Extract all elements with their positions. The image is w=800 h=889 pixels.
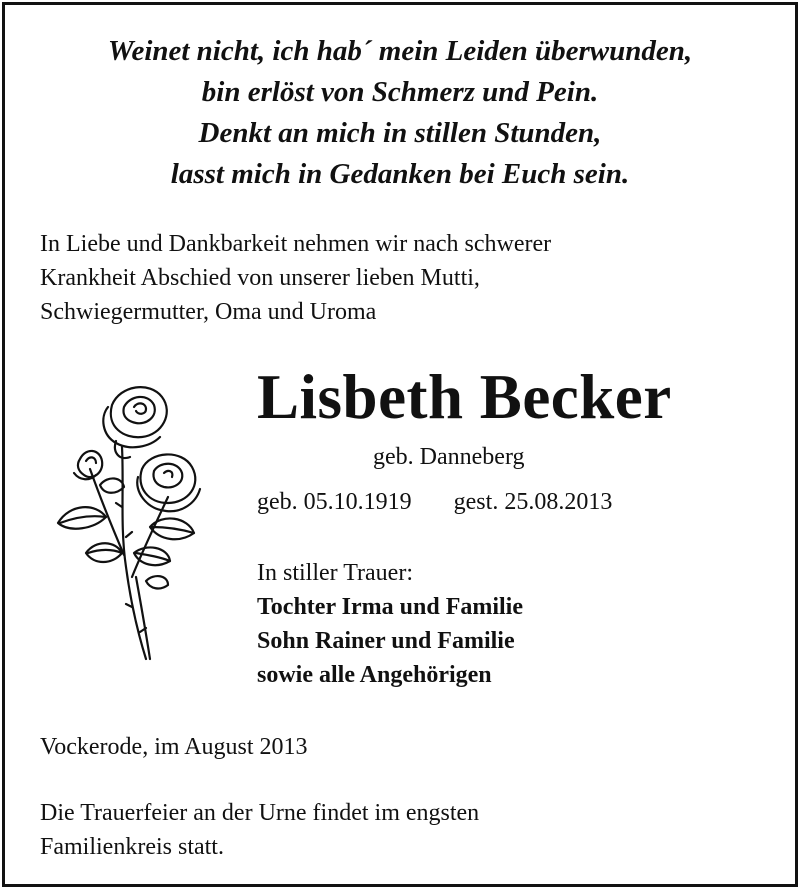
- poem: [5, 31, 795, 195]
- poem-line: lasst mich in Gedanken bei Euch sein.: [170, 158, 630, 190]
- deceased-name: Lisbeth Becker: [257, 362, 672, 432]
- mourner-line: sowie alle Angehörigen: [257, 662, 492, 688]
- mourner-line: Sohn Rainer und Familie: [257, 628, 515, 654]
- obituary-frame: [2, 2, 798, 887]
- mourner-line: Tochter Irma und Familie: [257, 594, 524, 620]
- life-dates: [257, 485, 612, 519]
- funeral-line: Familienkreis statt.: [40, 834, 224, 860]
- mourners-heading: In stiller Trauer:: [257, 560, 413, 586]
- intro-line: In Liebe und Dankbarkeit nehmen wir nach schwerer: [40, 231, 552, 257]
- intro-text: [40, 227, 780, 329]
- rose-icon: [50, 377, 215, 667]
- mourners: [257, 556, 523, 692]
- death-date: gest. 25.08.2013: [453, 489, 613, 515]
- funeral-line: Die Trauerfeier an der Urne findet im engsten: [40, 800, 480, 826]
- maiden-name: geb. Danneberg: [373, 444, 525, 470]
- birth-date: geb. 05.10.1919: [257, 489, 412, 515]
- poem-line: bin erlöst von Schmerz und Pein.: [201, 76, 599, 108]
- intro-line: Krankheit Abschied von unserer lieben Mutti,: [40, 265, 480, 291]
- place-date: Vockerode, im August 2013: [40, 734, 308, 760]
- poem-line: Denkt an mich in stillen Stunden,: [198, 117, 602, 149]
- intro-line: Schwiegermutter, Oma und Uroma: [40, 299, 377, 325]
- funeral-note: [40, 796, 479, 864]
- poem-line: Weinet nicht, ich hab´ mein Leiden überwunden,: [107, 35, 693, 67]
